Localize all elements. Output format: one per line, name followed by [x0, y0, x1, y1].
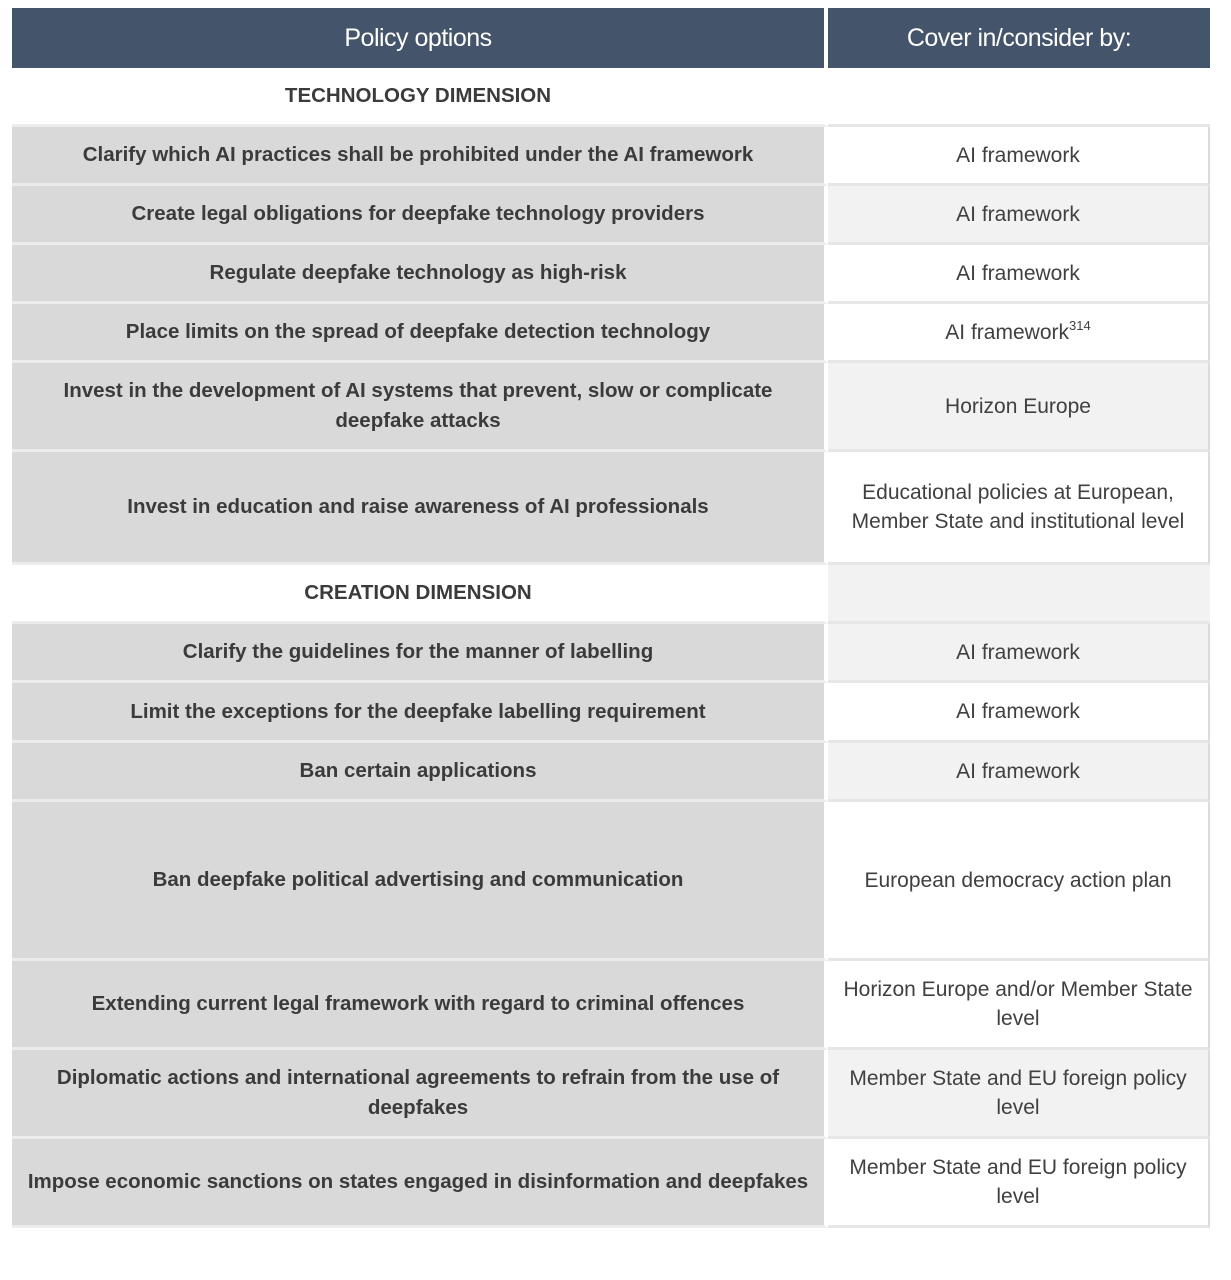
table-row: [12, 186, 1210, 245]
cover-cell: AI framework: [828, 683, 1210, 743]
policy-option-cell: Impose economic sanctions on states engaged in disinformation and deepfakes: [12, 1139, 828, 1228]
cover-cell: Horizon Europe: [828, 363, 1210, 452]
table-row: [12, 452, 1210, 565]
table-row: [12, 683, 1210, 743]
cover-cell: European democracy action plan: [828, 802, 1210, 961]
policy-option-cell: Ban deepfake political advertising and communication: [12, 802, 828, 961]
table-row: [12, 1050, 1210, 1139]
cover-cell: Horizon Europe and/or Member State level: [828, 961, 1210, 1050]
section-title-creation: CREATION DIMENSION: [12, 565, 828, 624]
section-row-technology: [12, 68, 1210, 127]
footnote-marker: 314: [1069, 317, 1091, 333]
empty-cell: [828, 565, 1210, 624]
cover-cell: AI framework: [828, 186, 1210, 245]
cover-cell: AI framework: [828, 245, 1210, 304]
table-row: [12, 304, 1210, 363]
policy-option-cell: Limit the exceptions for the deepfake labelling requirement: [12, 683, 828, 743]
policy-options-table: [12, 8, 1210, 1228]
header-policy-options: Policy options: [12, 8, 828, 68]
policy-option-cell: Invest in education and raise awareness of AI professionals: [12, 452, 828, 565]
cover-cell: AI framework: [828, 624, 1210, 683]
table-row: [12, 363, 1210, 452]
policy-option-cell: Regulate deepfake technology as high-risk: [12, 245, 828, 304]
policy-option-cell: Clarify the guidelines for the manner of labelling: [12, 624, 828, 683]
cover-cell: AI framework: [828, 743, 1210, 802]
section-row-creation: [12, 565, 1210, 624]
cover-text: AI framework: [945, 320, 1069, 344]
cover-cell: Educational policies at European, Member State and institutional level: [828, 452, 1210, 565]
cover-cell: Member State and EU foreign policy level: [828, 1139, 1210, 1228]
policy-option-cell: Create legal obligations for deepfake technology providers: [12, 186, 828, 245]
table-row: [12, 1139, 1210, 1228]
table-row: [12, 743, 1210, 802]
policy-option-cell: Clarify which AI practices shall be prohibited under the AI framework: [12, 127, 828, 186]
table-row: [12, 624, 1210, 683]
policy-option-cell: Place limits on the spread of deepfake detection technology: [12, 304, 828, 363]
cover-cell: AI framework: [828, 127, 1210, 186]
policy-option-cell: Invest in the development of AI systems that prevent, slow or complicate deepfake attacks: [12, 363, 828, 452]
header-cover-in: Cover in/consider by:: [828, 8, 1210, 68]
header-row: [12, 8, 1210, 68]
table-row: [12, 802, 1210, 961]
policy-option-cell: Ban certain applications: [12, 743, 828, 802]
table-row: [12, 245, 1210, 304]
empty-cell: [828, 68, 1210, 127]
cover-cell: Member State and EU foreign policy level: [828, 1050, 1210, 1139]
policy-option-cell: Diplomatic actions and international agreements to refrain from the use of deepfakes: [12, 1050, 828, 1139]
policy-option-cell: Extending current legal framework with regard to criminal offences: [12, 961, 828, 1050]
table-row: [12, 127, 1210, 186]
section-title-technology: TECHNOLOGY DIMENSION: [12, 68, 828, 127]
table-row: [12, 961, 1210, 1050]
cover-cell: [828, 304, 1210, 363]
